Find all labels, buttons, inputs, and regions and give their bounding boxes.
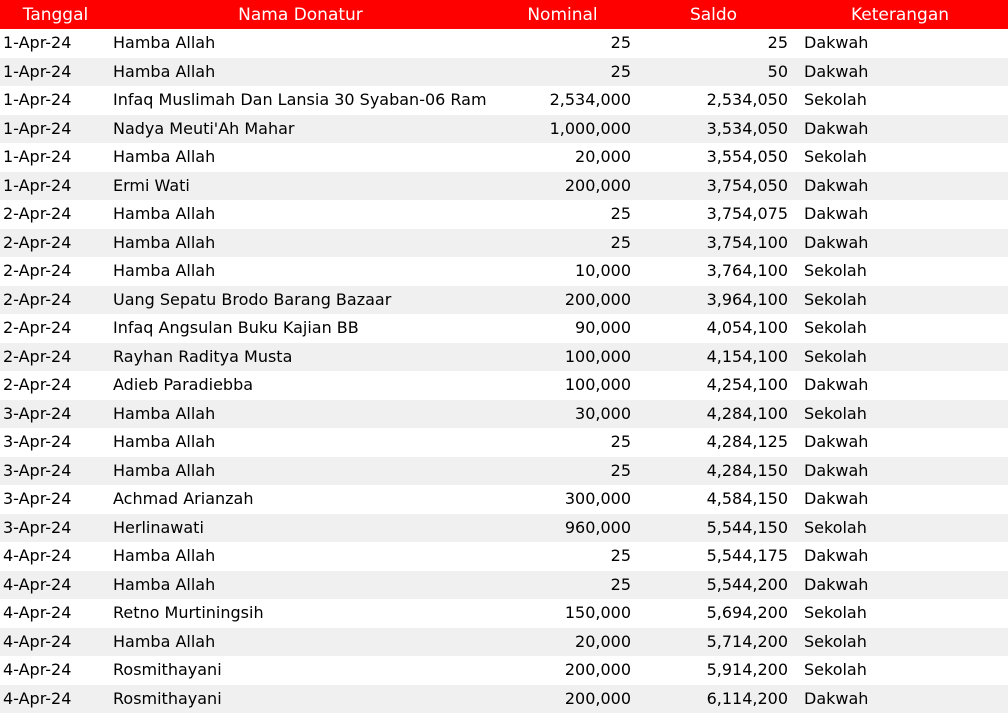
cell-keterangan[interactable]: Dakwah [804, 574, 869, 594]
cell-nominal[interactable]: 25 [610, 33, 631, 53]
cell-nama-donatur[interactable]: Hamba Allah [113, 403, 216, 423]
cell-nama-donatur[interactable]: Hamba Allah [113, 232, 216, 252]
cell-keterangan[interactable]: Dakwah [804, 33, 869, 53]
cell-saldo[interactable]: 3,754,100 [706, 232, 788, 252]
cell-keterangan[interactable]: Sekolah [804, 603, 867, 623]
cell-nominal[interactable]: 200,000 [564, 660, 631, 680]
cell-nominal[interactable]: 200,000 [564, 289, 631, 309]
table-row[interactable] [0, 172, 1008, 201]
cell-nama-donatur[interactable]: Hamba Allah [113, 204, 216, 224]
cell-nominal[interactable]: 200,000 [564, 175, 631, 195]
cell-nominal[interactable]: 2,534,000 [549, 90, 631, 110]
cell-nominal[interactable]: 100,000 [564, 375, 631, 395]
cell-saldo[interactable]: 5,694,200 [706, 603, 788, 623]
cell-nominal[interactable]: 25 [610, 574, 631, 594]
cell-nama-donatur[interactable]: Nadya Meuti'Ah Mahar [113, 118, 295, 138]
cell-keterangan[interactable]: Sekolah [804, 660, 867, 680]
cell-nama-donatur[interactable]: Hamba Allah [113, 33, 216, 53]
cell-keterangan[interactable]: Dakwah [804, 375, 869, 395]
cell-nominal[interactable]: 1,000,000 [549, 118, 631, 138]
table-row[interactable] [0, 457, 1008, 486]
cell-tanggal[interactable]: 4-Apr-24 [3, 603, 72, 623]
table-row[interactable] [0, 257, 1008, 286]
cell-nominal[interactable]: 10,000 [575, 261, 631, 281]
cell-tanggal[interactable]: 3-Apr-24 [3, 489, 72, 509]
cell-nominal[interactable]: 90,000 [575, 318, 631, 338]
table-row[interactable] [0, 571, 1008, 600]
cell-nama-donatur[interactable]: Hamba Allah [113, 432, 216, 452]
table-row[interactable] [0, 86, 1008, 115]
cell-tanggal[interactable]: 2-Apr-24 [3, 261, 72, 281]
cell-nominal[interactable]: 25 [610, 546, 631, 566]
cell-saldo[interactable]: 4,054,100 [706, 318, 788, 338]
cell-saldo[interactable]: 5,914,200 [706, 660, 788, 680]
table-row[interactable] [0, 229, 1008, 258]
cell-keterangan[interactable]: Dakwah [804, 489, 869, 509]
header-saldo[interactable]: Saldo [689, 4, 738, 25]
cell-nama-donatur[interactable]: Rosmithayani [113, 688, 222, 708]
cell-nama-donatur[interactable]: Hamba Allah [113, 574, 216, 594]
cell-keterangan[interactable]: Dakwah [804, 204, 869, 224]
cell-saldo[interactable]: 5,544,150 [706, 517, 788, 537]
cell-nominal[interactable]: 25 [610, 61, 631, 81]
cell-nama-donatur[interactable]: Achmad Arianzah [113, 489, 254, 509]
cell-tanggal[interactable]: 2-Apr-24 [3, 204, 72, 224]
table-row[interactable] [0, 143, 1008, 172]
cell-saldo[interactable]: 3,754,050 [706, 175, 788, 195]
cell-keterangan[interactable]: Dakwah [804, 232, 869, 252]
cell-nominal[interactable]: 20,000 [575, 631, 631, 651]
cell-keterangan[interactable]: Sekolah [804, 147, 867, 167]
cell-tanggal[interactable]: 1-Apr-24 [3, 61, 72, 81]
cell-keterangan[interactable]: Sekolah [804, 517, 867, 537]
cell-nominal[interactable]: 200,000 [564, 688, 631, 708]
cell-saldo[interactable]: 25 [767, 33, 788, 53]
cell-nominal[interactable]: 25 [610, 204, 631, 224]
cell-tanggal[interactable]: 1-Apr-24 [3, 90, 72, 110]
table-body [0, 29, 1008, 713]
cell-tanggal[interactable]: 3-Apr-24 [3, 517, 72, 537]
cell-tanggal[interactable]: 4-Apr-24 [3, 546, 72, 566]
cell-nama-donatur[interactable]: Hamba Allah [113, 261, 216, 281]
cell-nama-donatur[interactable]: Hamba Allah [113, 460, 216, 480]
cell-tanggal[interactable]: 2-Apr-24 [3, 375, 72, 395]
cell-keterangan[interactable]: Sekolah [804, 261, 867, 281]
cell-nama-donatur[interactable]: Infaq Angsulan Buku Kajian BB [113, 318, 359, 338]
cell-nominal[interactable]: 25 [610, 232, 631, 252]
header-keterangan[interactable]: Keterangan [850, 4, 950, 25]
cell-saldo[interactable]: 4,284,100 [706, 403, 788, 423]
cell-saldo[interactable]: 5,714,200 [706, 631, 788, 651]
cell-saldo[interactable]: 6,114,200 [706, 688, 788, 708]
cell-tanggal[interactable]: 2-Apr-24 [3, 289, 72, 309]
cell-tanggal[interactable]: 4-Apr-24 [3, 574, 72, 594]
table-row[interactable] [0, 428, 1008, 457]
cell-keterangan[interactable]: Dakwah [804, 175, 869, 195]
cell-nama-donatur[interactable]: Adieb Paradiebba [113, 375, 254, 395]
cell-saldo[interactable]: 4,284,125 [706, 432, 788, 452]
cell-saldo[interactable]: 3,754,075 [706, 204, 788, 224]
cell-tanggal[interactable]: 3-Apr-24 [3, 403, 72, 423]
cell-nama-donatur[interactable]: Hamba Allah [113, 147, 216, 167]
header-nama-donatur[interactable]: Nama Donatur [238, 4, 363, 25]
cell-tanggal[interactable]: 2-Apr-24 [3, 232, 72, 252]
table-row[interactable] [0, 371, 1008, 400]
cell-saldo[interactable]: 3,534,050 [706, 118, 788, 138]
table-row[interactable] [0, 314, 1008, 343]
cell-saldo[interactable]: 3,764,100 [706, 261, 788, 281]
cell-keterangan[interactable]: Dakwah [804, 118, 869, 138]
cell-tanggal[interactable]: 3-Apr-24 [3, 460, 72, 480]
cell-keterangan[interactable]: Sekolah [804, 289, 867, 309]
table-row[interactable] [0, 286, 1008, 315]
cell-saldo[interactable]: 4,284,150 [706, 460, 788, 480]
cell-nama-donatur[interactable]: Rayhan Raditya Musta [113, 346, 293, 366]
cell-tanggal[interactable]: 3-Apr-24 [3, 432, 72, 452]
cell-tanggal[interactable]: 1-Apr-24 [3, 175, 72, 195]
cell-nominal[interactable]: 150,000 [564, 603, 631, 623]
table-row[interactable] [0, 599, 1008, 628]
cell-keterangan[interactable]: Dakwah [804, 432, 869, 452]
cell-tanggal[interactable]: 4-Apr-24 [3, 660, 72, 680]
cell-nama-donatur[interactable]: Rosmithayani [113, 660, 222, 680]
cell-tanggal[interactable]: 2-Apr-24 [3, 318, 72, 338]
table-row[interactable] [0, 542, 1008, 571]
cell-keterangan[interactable]: Dakwah [804, 546, 869, 566]
cell-nominal[interactable]: 30,000 [575, 403, 631, 423]
cell-saldo[interactable]: 5,544,175 [706, 546, 788, 566]
cell-keterangan[interactable]: Sekolah [804, 631, 867, 651]
cell-saldo[interactable]: 3,554,050 [706, 147, 788, 167]
cell-saldo[interactable]: 5,544,200 [706, 574, 788, 594]
table-row[interactable] [0, 400, 1008, 429]
table-row[interactable] [0, 58, 1008, 87]
cell-nama-donatur[interactable]: Retno Murtiningsih [113, 603, 264, 623]
cell-saldo[interactable]: 4,584,150 [706, 489, 788, 509]
cell-nama-donatur[interactable]: Ermi Wati [113, 175, 190, 195]
cell-saldo[interactable]: 2,534,050 [706, 90, 788, 110]
cell-nama-donatur[interactable]: Hamba Allah [113, 631, 216, 651]
cell-tanggal[interactable]: 1-Apr-24 [3, 118, 72, 138]
cell-keterangan[interactable]: Sekolah [804, 403, 867, 423]
cell-nominal[interactable]: 25 [610, 460, 631, 480]
cell-nominal[interactable]: 20,000 [575, 147, 631, 167]
cell-tanggal[interactable]: 1-Apr-24 [3, 147, 72, 167]
table-row[interactable] [0, 656, 1008, 685]
cell-keterangan[interactable]: Dakwah [804, 688, 869, 708]
cell-nominal[interactable]: 100,000 [564, 346, 631, 366]
cell-nama-donatur[interactable]: Infaq Muslimah Dan Lansia 30 Syaban-06 Ram [113, 90, 487, 110]
cell-nama-donatur[interactable]: Uang Sepatu Brodo Barang Bazaar [113, 289, 392, 309]
cell-tanggal[interactable]: 2-Apr-24 [3, 346, 72, 366]
cell-tanggal[interactable]: 4-Apr-24 [3, 688, 72, 708]
cell-nominal[interactable]: 960,000 [564, 517, 631, 537]
cell-nama-donatur[interactable]: Hamba Allah [113, 61, 216, 81]
table-row[interactable] [0, 628, 1008, 657]
table-row[interactable] [0, 685, 1008, 713]
table-row[interactable] [0, 115, 1008, 144]
cell-keterangan[interactable]: Dakwah [804, 460, 869, 480]
header-tanggal[interactable]: Tanggal [22, 4, 89, 25]
cell-nominal[interactable]: 25 [610, 432, 631, 452]
cell-tanggal[interactable]: 4-Apr-24 [3, 631, 72, 651]
cell-keterangan[interactable]: Dakwah [804, 61, 869, 81]
cell-tanggal[interactable]: 1-Apr-24 [3, 33, 72, 53]
table-row[interactable] [0, 200, 1008, 229]
cell-saldo[interactable]: 4,154,100 [706, 346, 788, 366]
cell-saldo[interactable]: 3,964,100 [706, 289, 788, 309]
header-row [0, 0, 1008, 29]
cell-saldo[interactable]: 50 [767, 61, 788, 81]
table-row[interactable] [0, 343, 1008, 372]
table-row[interactable] [0, 485, 1008, 514]
cell-nama-donatur[interactable]: Herlinawati [113, 517, 204, 537]
cell-nominal[interactable]: 300,000 [564, 489, 631, 509]
table-row[interactable] [0, 514, 1008, 543]
cell-saldo[interactable]: 4,254,100 [706, 375, 788, 395]
table-header [0, 0, 1008, 29]
table-row[interactable] [0, 29, 1008, 58]
cell-nama-donatur[interactable]: Hamba Allah [113, 546, 216, 566]
cell-keterangan[interactable]: Sekolah [804, 346, 867, 366]
cell-keterangan[interactable]: Sekolah [804, 90, 867, 110]
cell-keterangan[interactable]: Sekolah [804, 318, 867, 338]
header-nominal[interactable]: Nominal [527, 4, 598, 25]
